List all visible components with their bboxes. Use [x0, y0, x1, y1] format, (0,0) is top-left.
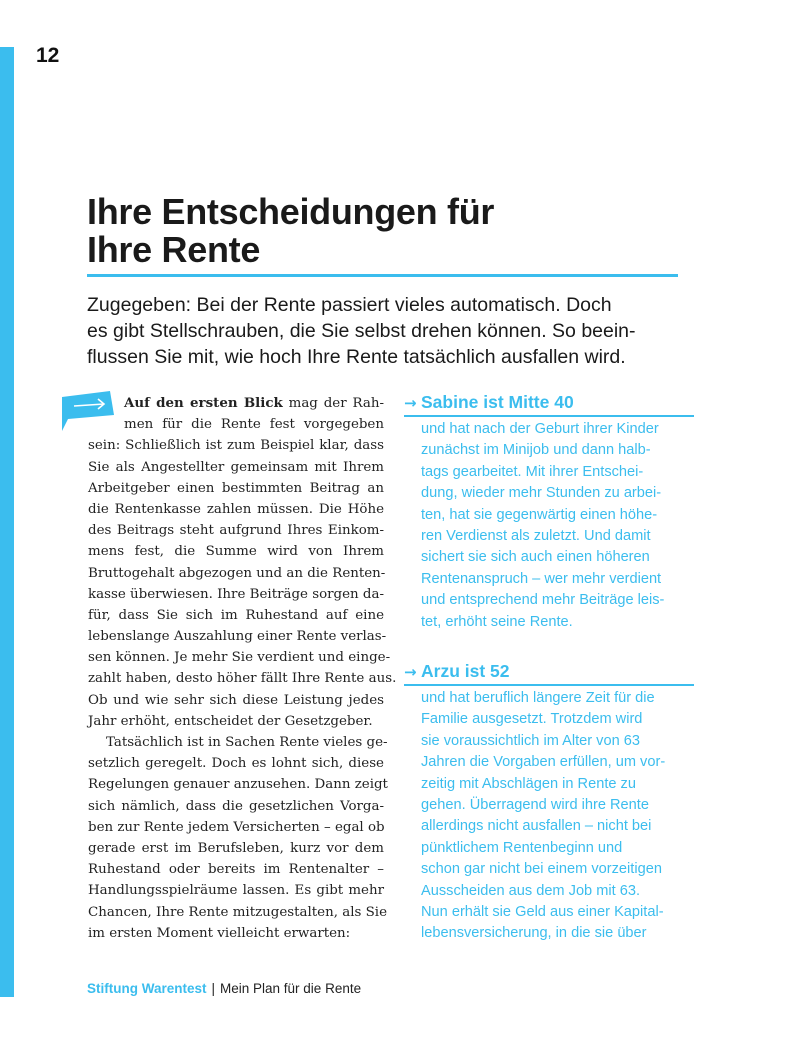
arrow-right-icon: →	[404, 663, 417, 681]
example-box-sabine	[404, 393, 694, 633]
body-line: Sie als Angestellter gemeinsam mit Ihrem	[88, 459, 384, 475]
example-box-arzu	[404, 662, 694, 945]
example-box-line: gehen. Überragend wird ihre Rente	[421, 796, 649, 813]
example-box-line: tet, erhöht seine Rente.	[421, 613, 573, 630]
body-line: Arbeitgeber einen bestimmten Beitrag an	[88, 480, 384, 496]
footer-brand: Stiftung Warentest	[87, 981, 207, 996]
example-box-line: und entsprechend mehr Beiträge leis-	[421, 592, 665, 609]
example-box-line: allerdings nicht ausfallen – nicht bei	[421, 818, 652, 835]
body-column	[88, 393, 397, 944]
example-box-line: sichert sie sich auch einen höheren	[421, 549, 650, 566]
example-box-header	[404, 662, 694, 686]
example-box-line: Nun erhält sie Geld aus einer Kapital-	[421, 903, 664, 920]
example-box-line: zeitig mit Abschlägen in Rente zu	[421, 775, 636, 792]
body-line: Chancen, Ihre Rente mitzugestalten, als Sie	[88, 904, 388, 920]
page-title	[87, 193, 687, 269]
page-edge-bar	[0, 47, 14, 997]
body-line: gerade erst im Berufsleben, kurz vor dem	[88, 840, 384, 856]
example-box-line: sie voraussichtlich im Alter von 63	[421, 732, 640, 749]
arrow-right-icon: →	[404, 394, 417, 412]
body-line: für, dass Sie sich im Ruhestand auf eine	[88, 607, 384, 623]
body-line: kasse überwiesen. Ihre Beiträge sorgen da-	[88, 586, 384, 602]
body-line: mens fest, die Summe wird von Ihrem	[88, 544, 384, 560]
body-line: men für die Rente fest vorgegeben	[124, 417, 384, 433]
body-line: Ob und wie sehr sich diese Leistung jedes	[88, 692, 384, 708]
title-line: Ihre Entscheidungen für	[87, 191, 495, 232]
page-number: 12	[36, 44, 60, 67]
example-box-body	[421, 688, 694, 945]
body-line: Handlungsspielräume lassen. Es gibt mehr	[88, 883, 384, 899]
page-footer	[87, 981, 361, 996]
body-line: sen können. Je mehr Sie verdient und einge-	[88, 650, 391, 666]
lead-line: Zugegeben: Bei der Rente passiert vieles automatisch. Doch	[87, 294, 612, 316]
body-line: sein: Schließlich ist zum Beispiel klar, dass	[88, 438, 384, 454]
body-line: zahlt haben, desto höher fällt Ihre Rente aus.	[88, 671, 397, 687]
body-line: sich nämlich, dass die gesetzlichen Vorga-	[88, 798, 384, 814]
body-first-line-rest: mag der Rah-	[282, 396, 384, 411]
body-lead-in: Auf den ersten Blick	[124, 395, 283, 411]
example-box-line: dung, wieder mehr Stunden zu arbei-	[421, 485, 662, 502]
example-box-title: Arzu ist 52	[421, 661, 510, 681]
example-box-line: und hat nach der Geburt ihrer Kinder	[421, 421, 659, 437]
body-line: des Beitrags steht aufgrund Ihres Einkom-	[88, 523, 384, 539]
body-line: lebenslange Auszahlung einer Rente verlas-	[88, 629, 387, 645]
body-line: ben zur Rente jedem Versicherten – egal ob	[88, 819, 385, 835]
title-underline	[87, 274, 678, 277]
lead-line: flussen Sie mit, wie hoch Ihre Rente tatsächlich ausfallen wird.	[87, 346, 626, 368]
body-line: Ruhestand oder bereits im Rentenalter –	[88, 862, 384, 878]
body-line	[88, 393, 384, 414]
title-line: Ihre Rente	[87, 229, 261, 270]
example-box-line: zunächst im Minijob und dann halb-	[421, 442, 651, 459]
example-box-line: Rentenanspruch – wer mehr verdient	[421, 570, 662, 587]
example-box-body	[421, 419, 694, 633]
body-line: setzlich geregelt. Doch es lohnt sich, diese	[88, 756, 384, 772]
footer-book-title: Mein Plan für die Rente	[220, 981, 362, 996]
footer-separator: |	[211, 981, 216, 996]
lead-line: es gibt Stellschrauben, die Sie selbst drehen können. So beein-	[87, 320, 636, 342]
example-box-line: Familie ausgesetzt. Trotzdem wird	[421, 711, 643, 728]
example-box-line: ten, hat sie gegenwärtig einen höhe-	[421, 506, 658, 523]
example-box-line: und hat beruflich längere Zeit für die	[421, 690, 655, 706]
example-box-header	[404, 393, 694, 417]
body-line: Regelungen genauer anzusehen. Dann zeigt	[88, 777, 388, 793]
example-box-line: pünktlichem Rentenbeginn und	[421, 839, 623, 856]
body-line: Bruttogehalt abgezogen und an die Renten-	[88, 565, 386, 581]
example-box-line: lebensversicherung, in die sie über	[421, 925, 647, 942]
body-line: Tatsächlich ist in Sachen Rente vieles ge-	[106, 735, 388, 750]
example-box-title: Sabine ist Mitte 40	[421, 392, 574, 412]
lead-paragraph	[87, 292, 687, 370]
body-line: Jahr erhöht, entscheidet der Gesetzgeber.	[88, 713, 373, 729]
example-box-line: Ausscheiden aus dem Job mit 63.	[421, 882, 641, 899]
example-box-line: ren Verdienst als zuletzt. Und damit	[421, 527, 651, 544]
example-box-line: tags gearbeitet. Mit ihrer Entschei-	[421, 463, 644, 480]
body-line: die Rentenkasse zahlen müssen. Die Höhe	[88, 501, 384, 517]
example-box-line: schon gar nicht bei einem vorzeitigen	[421, 861, 662, 878]
example-box-line: Jahren die Vorgaben erfüllen, um vor-	[421, 754, 666, 771]
body-line: im ersten Moment vielleicht erwarten:	[88, 925, 351, 941]
